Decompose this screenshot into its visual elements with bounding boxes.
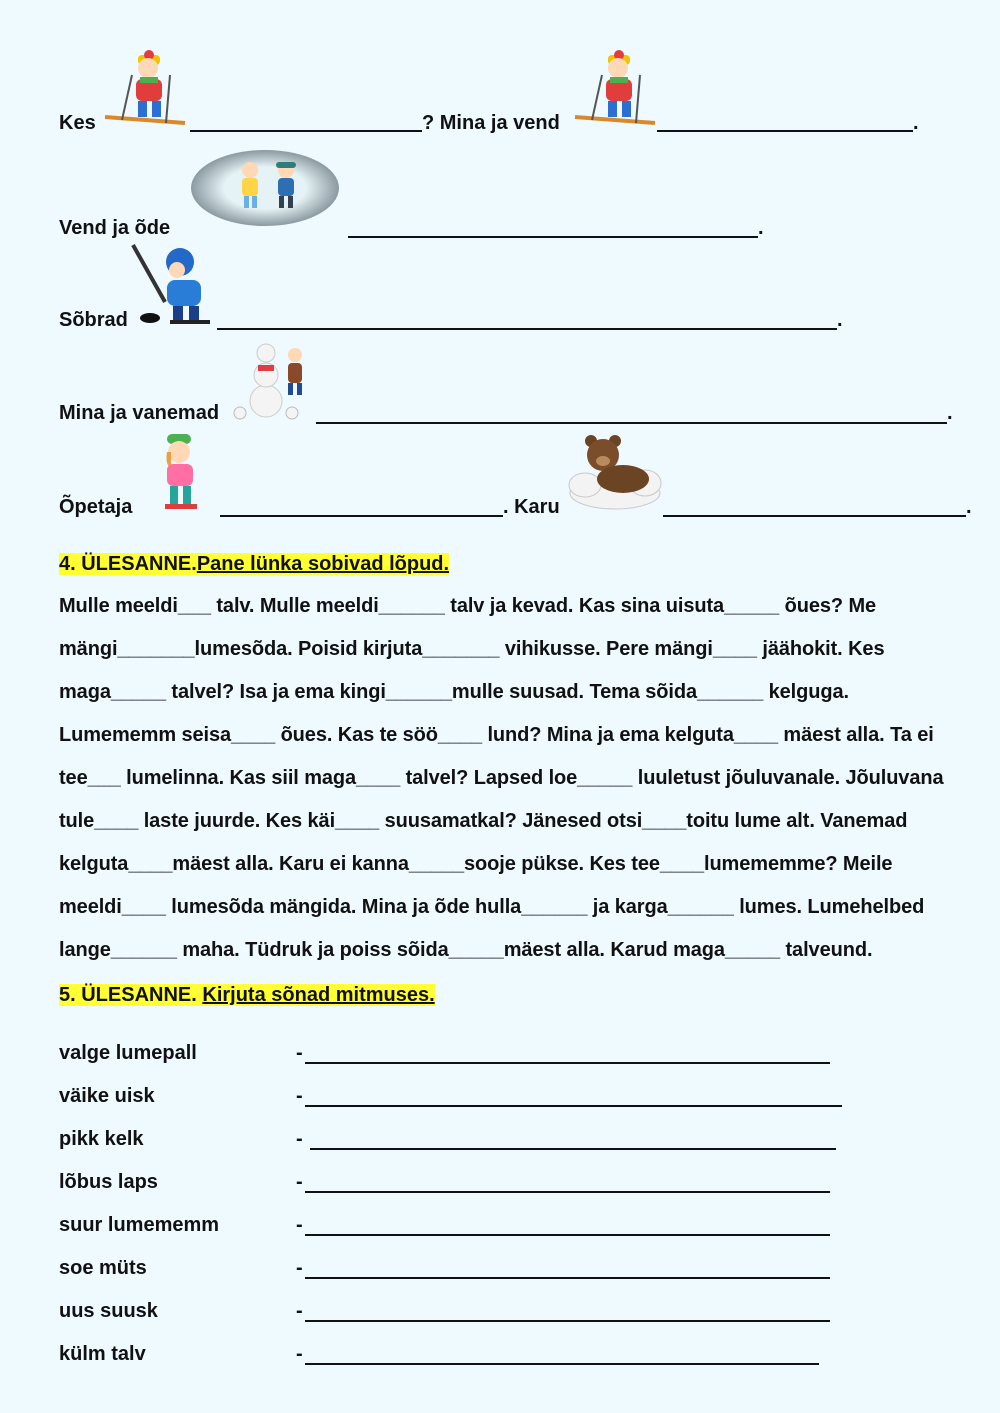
- row2-vend-ja-ode-label: Vend ja õde: [59, 217, 171, 239]
- exercise5-number: 5. ÜLESANNE.: [59, 984, 197, 1006]
- exercise4-instruction: Pane lünka sobivad lõpud.: [196, 553, 450, 575]
- answer-blank[interactable]: [663, 515, 966, 517]
- row1-period: .: [913, 112, 919, 134]
- answer-blank[interactable]: [190, 130, 422, 132]
- exercise5-heading: [59, 984, 435, 1007]
- answer-blank[interactable]: [305, 1234, 830, 1236]
- row3-period: .: [837, 309, 843, 331]
- paragraph-line: tee___ lumelinna. Kas siil maga____ talvel? Lapsed loe_____ luuletust jõuluvanale. Jõuluvana: [59, 767, 944, 789]
- answer-blank[interactable]: [305, 1320, 830, 1322]
- dash: -: [296, 1042, 303, 1064]
- skier-boy-icon: [100, 35, 190, 130]
- answer-blank[interactable]: [657, 130, 913, 132]
- word-label: soe müts: [59, 1257, 147, 1279]
- row4-period: .: [947, 402, 953, 424]
- word-label: uus suusk: [59, 1300, 158, 1322]
- dash: -: [296, 1085, 303, 1107]
- word-label: suur lumememm: [59, 1214, 220, 1236]
- paragraph-line: tule____ laste juurde. Kes käi____ suusamatkal? Jänesed otsi____toitu lume alt. Vanemad: [59, 810, 908, 832]
- answer-blank[interactable]: [316, 422, 947, 424]
- paragraph-line: kelguta____mäest alla. Karu ei kanna_____sooje pükse. Kes tee____lumememme? Meile: [59, 853, 893, 875]
- answer-blank[interactable]: [305, 1277, 830, 1279]
- answer-blank[interactable]: [220, 515, 503, 517]
- paragraph-line: lange______ maha. Tüdruk ja poiss sõida_____mäest alla. Karud maga_____ talveund.: [59, 939, 873, 961]
- row3-sobrad-label: Sõbrad: [59, 309, 128, 331]
- word-label: valge lumepall: [59, 1042, 197, 1064]
- row5-period: .: [966, 496, 972, 518]
- dash: -: [296, 1257, 303, 1279]
- answer-blank[interactable]: [310, 1148, 836, 1150]
- answer-blank[interactable]: [305, 1191, 830, 1193]
- word-label: väike uisk: [59, 1085, 155, 1107]
- answer-blank[interactable]: [305, 1105, 842, 1107]
- answer-blank[interactable]: [305, 1062, 830, 1064]
- row1-mina-ja-vend-label: ? Mina ja vend: [422, 112, 560, 134]
- exercise4-paragraph: [59, 585, 984, 972]
- row1-kes-label: Kes: [59, 112, 96, 134]
- dash: -: [296, 1343, 303, 1365]
- word-label: pikk kelk: [59, 1128, 144, 1150]
- bear-on-cloud-icon: [565, 433, 663, 513]
- dash: -: [296, 1171, 303, 1193]
- exercise5-instruction: Kirjuta sõnad mitmuses.: [202, 984, 435, 1006]
- paragraph-line: maga_____ talvel? Isa ja ema kingi______mulle suusad. Tema sõida______ kelguga.: [59, 681, 849, 703]
- dash: -: [296, 1214, 303, 1236]
- paragraph-line: meeldi____ lumesõda mängida. Mina ja õde hulla______ ja karga______ lumes. Lumehelbed: [59, 896, 925, 918]
- answer-blank[interactable]: [348, 236, 758, 238]
- dash: -: [296, 1300, 303, 1322]
- dash: -: [296, 1128, 303, 1150]
- paragraph-line: mängi_______lumesõda. Poisid kirjuta_______ vihikusse. Pere mängi____ jäähokit. Kes: [59, 638, 885, 660]
- word-label: külm talv: [59, 1343, 146, 1365]
- exercise4-heading: [59, 553, 449, 576]
- row4-mina-ja-vanemad-label: Mina ja vanemad: [59, 402, 220, 424]
- ice-skating-kids-icon: [190, 148, 340, 228]
- word-label: lõbus laps: [59, 1171, 158, 1193]
- skier-boy-icon: [570, 35, 660, 130]
- snowman-building-icon: [232, 335, 312, 420]
- paragraph-line: Mulle meeldi___ talv. Mulle meeldi______ talv ja kevad. Kas sina uisuta_____ õues? Me: [59, 595, 877, 617]
- hockey-player-icon: [125, 240, 220, 330]
- paragraph-line: Lumememm seisa____ õues. Kas te söö____ lund? Mina ja ema kelguta____ mäest alla. Ta ei: [59, 724, 934, 746]
- row5-karu-label: . Karu: [503, 496, 560, 518]
- row2-period: .: [758, 217, 764, 239]
- row5-opetaja-label: Õpetaja: [59, 496, 133, 518]
- exercise4-number: 4. ÜLESANNE.: [59, 553, 197, 575]
- answer-blank[interactable]: [305, 1363, 819, 1365]
- skating-girl-icon: [145, 430, 215, 518]
- answer-blank[interactable]: [217, 328, 837, 330]
